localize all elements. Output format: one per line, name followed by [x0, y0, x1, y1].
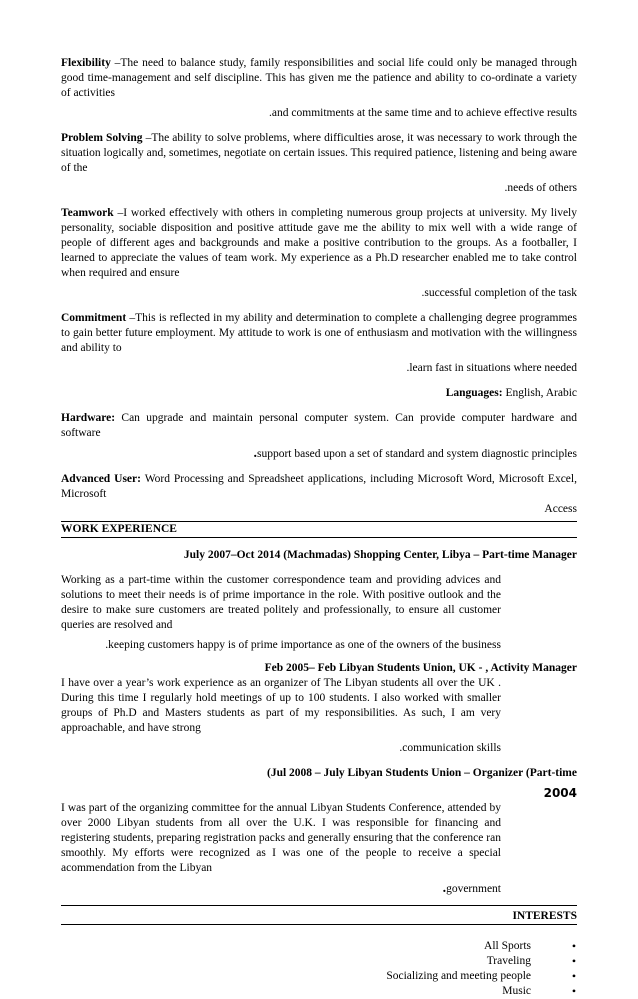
flexibility-text: –The need to balance study, family responsibilities and social life could only be managed through good time-management and self discipline. This has given me the patience and ability to co-ordinate a variety of activities	[61, 57, 577, 99]
teamwork-text: –I worked effectively with others in completing numerous group projects at university. My lively personality, sociable disposition and positive attitude gave me the ability to mix well with a wide range of people of different ages and backgrounds and make a positive contribution to the groups. As a footballer, I learned to appreciate the values of team work. My experience as a Ph.D researcher enabled me to take control when required and ensure	[61, 207, 577, 279]
languages-label: Languages:	[445, 387, 503, 399]
job-title: (Jul 2008 – July Libyan Students Union – Organizer (Part-time	[267, 767, 577, 779]
hardware-paragraph	[61, 411, 577, 441]
advanced-user-label: Advanced User:	[61, 473, 141, 485]
problem-solving-paragraph	[61, 131, 577, 176]
teamwork-paragraph	[61, 206, 577, 281]
job-title: July 2007–Oct 2014 (Machmadas) Shopping Center, Libya – Part-time Manager	[183, 549, 577, 561]
problem-solving-tail: .needs of others	[504, 182, 577, 194]
bullet-icon: •	[571, 984, 577, 998]
job-description-tail-line	[61, 881, 501, 897]
teamwork-tail: .successful completion of the task	[421, 287, 577, 299]
commitment-paragraph	[61, 311, 577, 356]
list-item	[61, 939, 577, 954]
job-description: I have over a year’s work experience as an organizer of The Libyan students all over the UK . During this time I regularly hold meetings of up to 100 students. I also worked with smaller groups of Ph.D and Masters students as part of my responsibilities. As such, I am very approachable, and have strong	[61, 677, 501, 734]
resume-page	[61, 56, 577, 999]
job-description-tail: .communication skills	[399, 742, 501, 754]
job-title: Feb 2005– Feb Libyan Students Union, UK - , Activity Manager	[264, 662, 577, 674]
teamwork-label: Teamwork	[61, 207, 114, 219]
job-year: 2004	[543, 786, 577, 800]
hardware-text: Can upgrade and maintain personal computer system. Can provide computer hardware and software	[61, 412, 577, 439]
hardware-tail-dot: .	[253, 446, 257, 461]
job-description-tail: government	[446, 883, 501, 895]
languages-text: English, Arabic	[502, 387, 577, 399]
interest-label: All Sports	[484, 940, 531, 952]
interest-label: Socializing and meeting people	[386, 970, 531, 982]
problem-solving-label: Problem Solving	[61, 132, 143, 144]
problem-solving-text: –The ability to solve problems, where difficulties arose, it was necessary to work through the situation logically and, sometimes, negotiate on certain issues. This required patience, listening and being aware of the	[61, 132, 578, 174]
hardware-tail: support based upon a set of standard and system diagnostic principles	[256, 448, 577, 460]
work-experience-heading: WORK EXPERIENCE	[61, 523, 177, 535]
bullet-icon: •	[571, 939, 577, 953]
job-description: Working as a part-time within the customer correspondence team and providing advices and solutions to meet their needs is of prime importance in the role. With positive outlook and the desire to make sure customers are treated politely and professionally, to ensure all customer queries are resolved and	[61, 574, 501, 631]
advanced-user-paragraph	[61, 472, 577, 502]
bullet-icon: •	[571, 954, 577, 968]
hardware-tail-line	[61, 446, 577, 462]
list-item	[61, 969, 577, 984]
flexibility-tail: .and commitments at the same time and to achieve effective results	[269, 107, 577, 119]
flexibility-paragraph	[61, 56, 577, 101]
bullet-icon: •	[571, 969, 577, 983]
advanced-user-text: Word Processing and Spreadsheet applications, including Microsoft Word, Microsoft Excel, Microsoft	[61, 473, 577, 500]
commitment-text: –This is reflected in my ability and determination to complete a challenging degree programmes to gain better future employment. My attitude to work is one of enthusiasm and motivation with the willingness and ability to	[61, 312, 577, 354]
hardware-label: Hardware:	[61, 412, 116, 424]
languages-line	[61, 386, 577, 401]
commitment-tail: .learn fast in situations where needed	[406, 362, 577, 374]
list-item	[61, 954, 577, 969]
job-description-tail: .keeping customers happy is of prime importance as one of the owners of the business	[105, 639, 501, 651]
commitment-label: Commitment	[61, 312, 127, 324]
divider	[61, 905, 577, 906]
list-item	[61, 984, 577, 999]
job-tail-dot: .	[442, 881, 447, 896]
interest-label: Music	[502, 985, 531, 997]
interests-list	[61, 939, 577, 999]
interests-heading: INTERESTS	[512, 910, 577, 922]
job-description: I was part of the organizing committee for the annual Libyan Students Conference, attended by over 2000 Libyan students from all over the U.K. I was responsible for financing and registering students, preparing registration packs and generally ensuring that the conference ran smoothly. My efforts were recognized as I was one of the people to receive a special acommendation from the Libyan	[61, 802, 501, 874]
advanced-user-tail: Access	[544, 503, 577, 515]
flexibility-label: Flexibility	[61, 57, 111, 69]
interest-label: Traveling	[486, 955, 531, 967]
